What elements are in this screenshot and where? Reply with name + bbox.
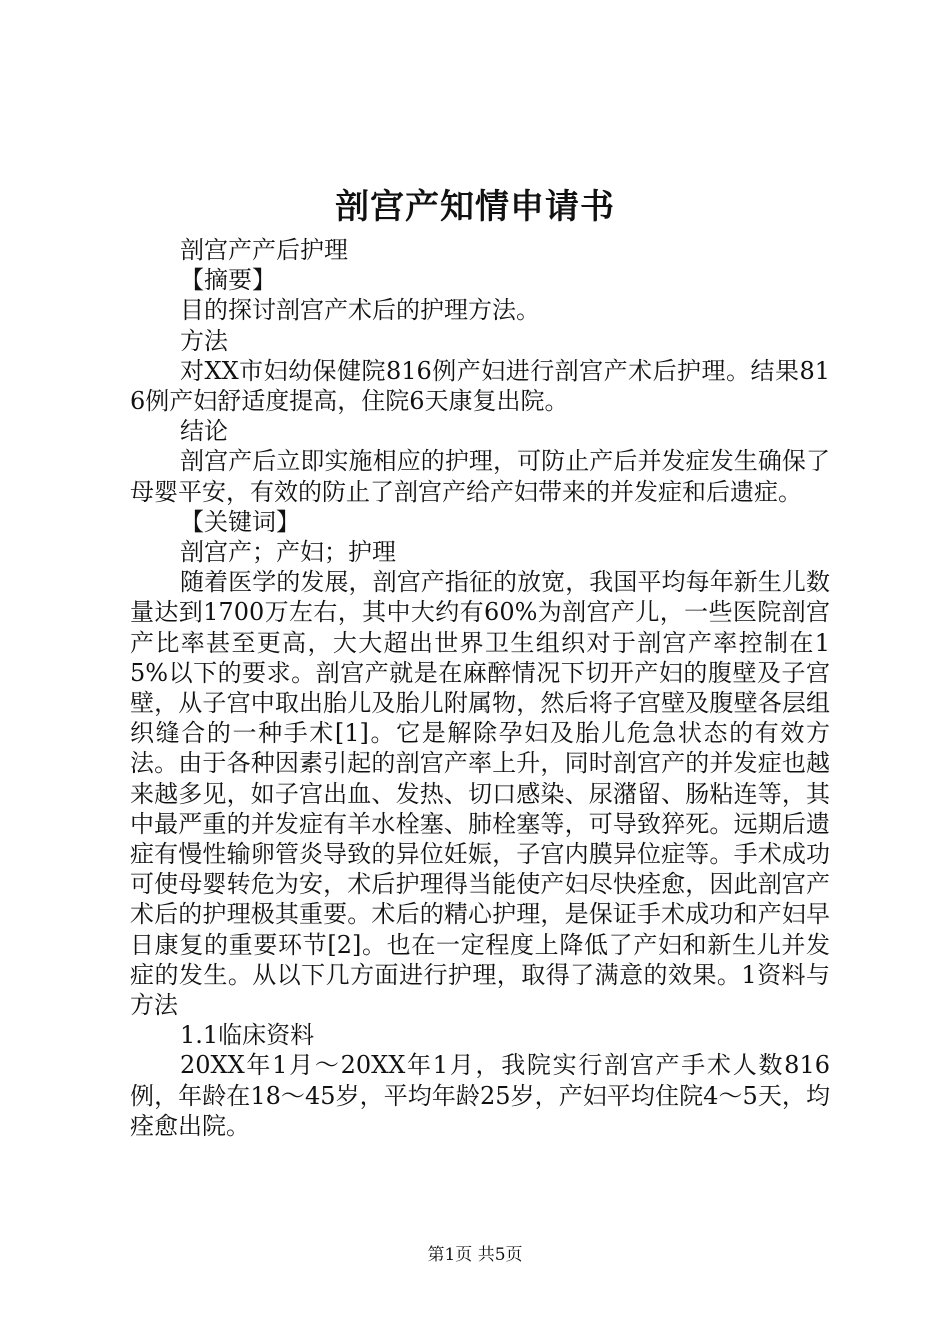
paragraph-method: 对XX市妇幼保健院816例产妇进行剖宫产术后护理。结果816例产妇舒适度提高，住院6天康复出院。 (130, 356, 830, 416)
paragraph-objective: 目的探讨剖宫产术后的护理方法。 (180, 296, 540, 325)
paragraph-method-heading: 方法 (180, 326, 228, 355)
paragraph-abstract-heading: 【摘要】 (180, 266, 276, 295)
paragraph-clinical-data: 20XX年1月～20XX年1月，我院实行剖宫产手术人数816例，年龄在18～45岁，平均年龄25岁，产妇平均住院4～5天，均痊愈出院。 (130, 1051, 830, 1140)
paragraph-keywords-heading: 【关键词】 (180, 507, 300, 536)
document-body (130, 235, 830, 1141)
paragraph-introduction: 随着医学的发展，剖宫产指征的放宽，我国平均每年新生儿数量达到1700万左右，其中大约有60%为剖宫产儿，一些医院剖宫产比率甚至更高，大大超出世界卫生组织对于剖宫产率控制在15%以下的要求。剖宫产就是在麻醉情况下切开产妇的腹壁及子宫壁，从子宫中取出胎儿及胎儿附属物，然后将子宫壁及腹壁各层组织缝合的一种手术[1]。它是解除孕妇及胎儿危急状态的有效方法。由于各种因素引起的剖宫产率上升，同时剖宫产的并发症也越来越多见，如子宫出血、发热、切口感染、尿潴留、肠粘连等，其中最严重的并发症有羊水栓塞、肺栓塞等，可导致猝死。远期后遗症有慢性输卵管炎导致的异位妊娠，子宫内膜异位症等。手术成功可使母婴转危为安，术后护理得当能使产妇尽快痊愈，因此剖宫产术后的护理极其重要。术后的精心护理，是保证手术成功和产妇早日康复的重要环节[2]。也在一定程度上降低了产妇和新生儿并发症的发生。从以下几方面进行护理，取得了满意的效果。1资料与方法 (130, 568, 830, 1020)
document-title: 剖宫产知情申请书 (335, 187, 615, 227)
paragraph-conclusion-heading: 结论 (180, 417, 228, 446)
paragraph-section-heading: 1.1临床资料 (180, 1021, 315, 1050)
paragraph-subtitle: 剖宫产产后护理 (180, 236, 348, 264)
page-footer: 第1页 共5页 (427, 1245, 523, 1265)
paragraph-keywords: 剖宫产；产妇；护理 (180, 538, 396, 567)
paragraph-conclusion: 剖宫产后立即实施相应的护理，可防止产后并发症发生确保了母婴平安，有效的防止了剖宫产给产妇带来的并发症和后遗症。 (130, 447, 830, 506)
